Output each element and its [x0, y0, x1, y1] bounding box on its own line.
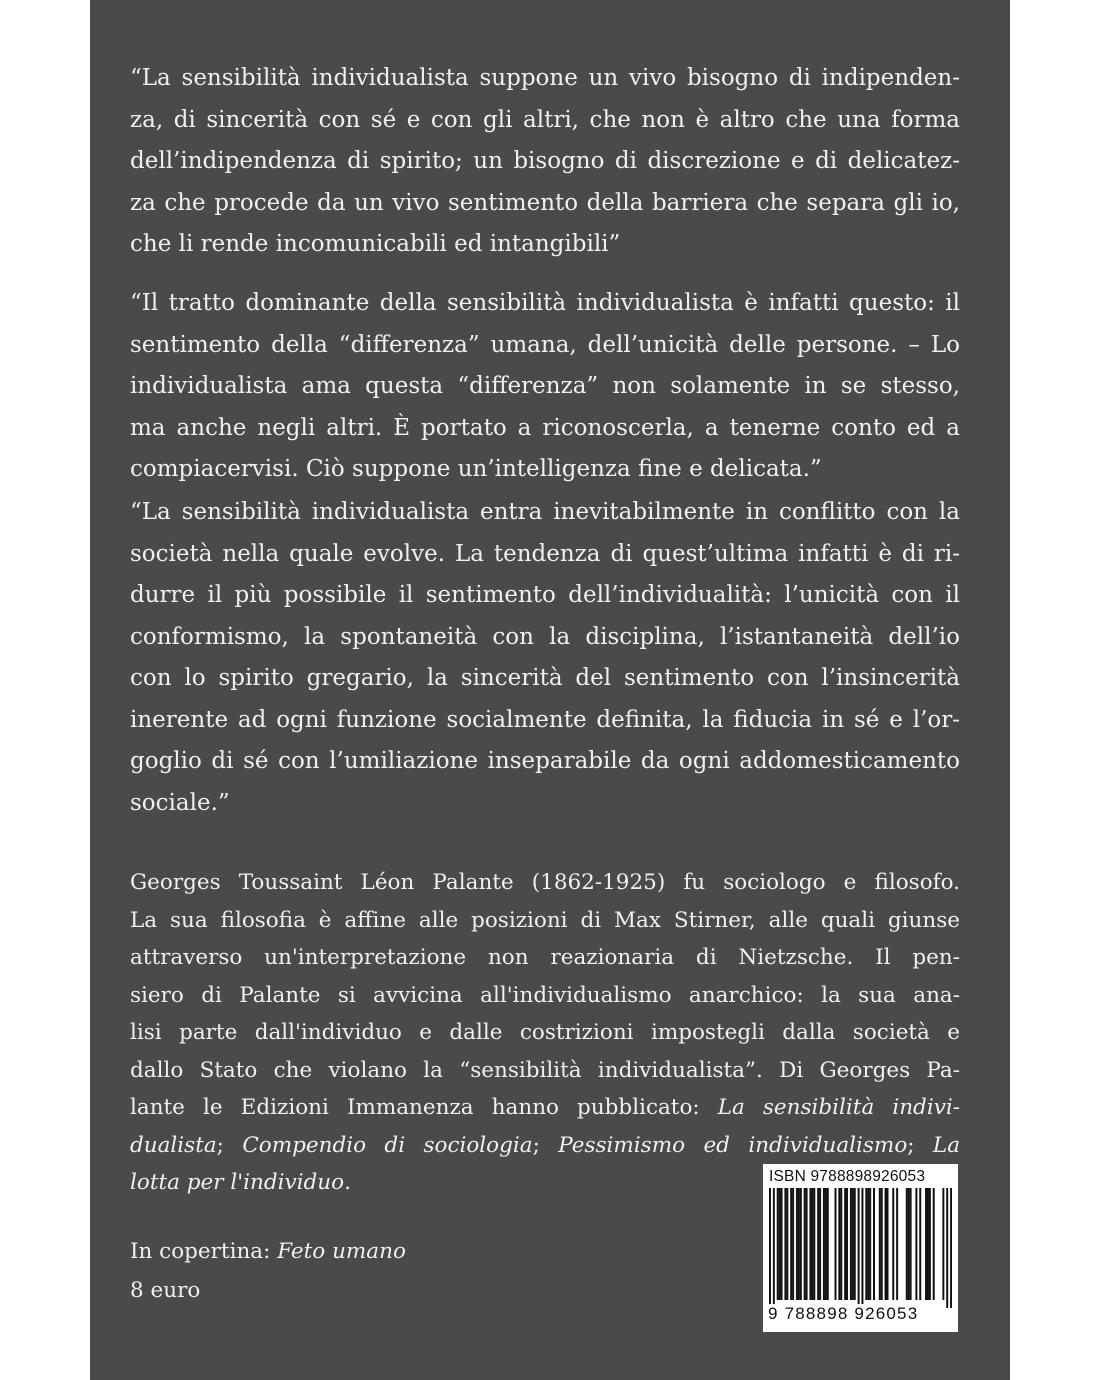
quote-line: con lo spirito gregario, la sincerità del sentimento con l’insincerità	[130, 665, 960, 691]
book-title: dualista	[130, 1132, 217, 1158]
barcode-bar	[825, 1188, 827, 1300]
quote-line: “La sensibilità individualista suppone un vivo bisogno di indipenden-	[130, 65, 960, 91]
bio-line	[130, 1127, 960, 1165]
cover-credit-title: Feto umano	[277, 1239, 406, 1264]
barcode-bar	[919, 1188, 921, 1300]
barcode-bar	[811, 1188, 813, 1300]
quote-line: compiacervisi. Ciò suppone un’intelligenza fine e delicata.”	[130, 456, 822, 482]
barcode-bar	[910, 1188, 912, 1300]
isbn-barcode	[763, 1164, 958, 1332]
barcode-bar	[809, 1188, 811, 1300]
separator: ;	[532, 1132, 559, 1158]
bio-line: Georges Toussaint Léon Palante (1862-1925) fu sociologo e filosofo.	[130, 870, 960, 895]
barcode-bar	[873, 1188, 875, 1300]
quote-line: za, di sincerità con sé e con gli altri, che non è altro che una forma	[130, 106, 960, 133]
barcode-bar	[777, 1188, 779, 1300]
separator: ;	[216, 1132, 243, 1158]
barcode-bar	[838, 1188, 840, 1300]
quote-line: conformismo, la spontaneità con la disciplina, l’istantaneità dell’io	[130, 623, 960, 650]
barcode-bar	[769, 1188, 771, 1308]
barcode-bar	[861, 1188, 863, 1308]
book-title: Compendio di sociologia	[242, 1132, 533, 1158]
quote-line: za che procede da un vivo sentimento della barriera che separa gli io,	[130, 189, 960, 216]
bio-line: lisi parte dall'individuo e dalle costrizioni impostegli dalla società e	[130, 1020, 960, 1045]
barcode-bar	[925, 1188, 927, 1300]
barcode-bar	[784, 1188, 786, 1300]
barcode-bar	[850, 1188, 852, 1300]
cover-credit-label: In copertina:	[130, 1239, 278, 1264]
barcode-bar	[834, 1188, 836, 1300]
barcode-bar	[823, 1188, 825, 1300]
barcode-bar	[773, 1188, 775, 1308]
book-title: La sensibilità indivi-	[717, 1095, 960, 1120]
quote-line: che li rende incomunicabili ed intangibili”	[130, 231, 621, 257]
barcode-bar	[942, 1188, 944, 1300]
quote-line: ma anche negli altri. È portato a riconoscerla, a tenerne conto ed a	[130, 414, 960, 441]
barcode-bar	[933, 1188, 935, 1300]
barcode-bar	[906, 1188, 908, 1300]
isbn-label: ISBN 9788898926053	[769, 1168, 926, 1185]
barcode-bar	[786, 1188, 788, 1300]
quote-2	[130, 283, 960, 491]
barcode-bar	[929, 1188, 931, 1300]
barcode-bar	[796, 1188, 798, 1300]
barcode-bar	[867, 1188, 869, 1300]
barcode-bar	[879, 1188, 881, 1300]
author-bio	[130, 864, 960, 1202]
barcode-bars	[769, 1188, 952, 1308]
barcode-bar	[840, 1188, 842, 1300]
barcode-bar	[881, 1188, 883, 1300]
quote-line: inerente ad ogni funzione socialmente definita, la fiducia in sé e l’or-	[130, 706, 960, 733]
barcode-bar	[790, 1188, 792, 1300]
barcode-bar	[865, 1188, 867, 1300]
quote-3	[130, 492, 960, 824]
book-title: Pessimismo ed individualismo	[558, 1132, 908, 1158]
barcode-bar	[896, 1188, 898, 1300]
quote-line: dell’indipendenza di spirito; un bisogno di discrezione e di delicatez-	[130, 148, 960, 174]
book-title: lotta per l'individuo	[130, 1170, 345, 1195]
barcode-bar	[908, 1188, 910, 1300]
barcode-bar	[927, 1188, 929, 1300]
barcode-bar	[887, 1188, 889, 1300]
bio-text: .	[344, 1170, 351, 1195]
barcode-bar	[915, 1188, 917, 1300]
quote-line: sentimento della “differenza” umana, dell’unicità delle persone. – Lo	[130, 331, 960, 358]
barcode-bar	[804, 1188, 806, 1300]
quote-1	[130, 58, 960, 266]
barcode-bar	[892, 1188, 894, 1300]
barcode-bar	[846, 1188, 848, 1300]
quote-line: “La sensibilità individualista entra inevitabilmente in conflitto con la	[130, 499, 960, 525]
bio-text: lante le Edizioni Immanenza hanno pubblicato:	[130, 1095, 718, 1120]
barcode-bar	[792, 1188, 794, 1300]
barcode-bar	[827, 1188, 829, 1300]
barcode-bar	[817, 1188, 819, 1300]
quote-line: goglio di sé con l’umiliazione inseparabile da ogni addomesticamento	[130, 748, 960, 774]
quote-line: sociale.”	[130, 789, 230, 816]
book-title: La	[932, 1132, 961, 1158]
separator: ;	[907, 1132, 933, 1158]
bio-line: La sua filosofia è affine alle posizioni di Max Stirner, alle quali giunse	[130, 907, 960, 933]
bio-line: attraverso un'interpretazione non reazionaria di Nietzsche. Il pen-	[130, 945, 960, 970]
barcode-bar	[798, 1188, 800, 1300]
barcode-bar	[950, 1188, 952, 1308]
bio-line: siero di Palante si avvicina all'individualismo anarchico: la sua ana-	[130, 982, 960, 1008]
price: 8 euro	[130, 1278, 201, 1303]
barcode-bar	[781, 1188, 783, 1300]
bio-line	[130, 1089, 960, 1127]
isbn-digits: 9 788898 926053	[768, 1304, 919, 1323]
credits	[130, 1232, 406, 1310]
barcode-bar	[800, 1188, 802, 1300]
quote-line: individualista ama questa “differenza” non solamente in se stesso,	[130, 373, 960, 399]
barcode-bar	[946, 1188, 948, 1308]
barcode-bar	[852, 1188, 854, 1300]
bio-line: dallo Stato che violano la “sensibilità individualista”. Di Georges Pa-	[130, 1057, 960, 1083]
quote-line: durre il più possibile il sentimento dell’individualità: l’unicità con il	[130, 582, 960, 608]
barcode-bar	[813, 1188, 815, 1300]
barcode-bar	[854, 1188, 856, 1300]
barcode-bar	[869, 1188, 871, 1300]
quote-line: “Il tratto dominante della sensibilità individualista è infatti questo: il	[130, 290, 960, 316]
barcode-bar	[779, 1188, 781, 1300]
barcode-bar	[806, 1188, 808, 1300]
barcode-bar	[844, 1188, 846, 1300]
barcode-bar	[858, 1188, 860, 1308]
barcode-bar	[885, 1188, 887, 1300]
barcode-bar	[819, 1188, 821, 1300]
cover-credit	[130, 1232, 406, 1271]
quote-line: società nella quale evolve. La tendenza di quest’ultima infatti è di ri-	[130, 540, 960, 567]
